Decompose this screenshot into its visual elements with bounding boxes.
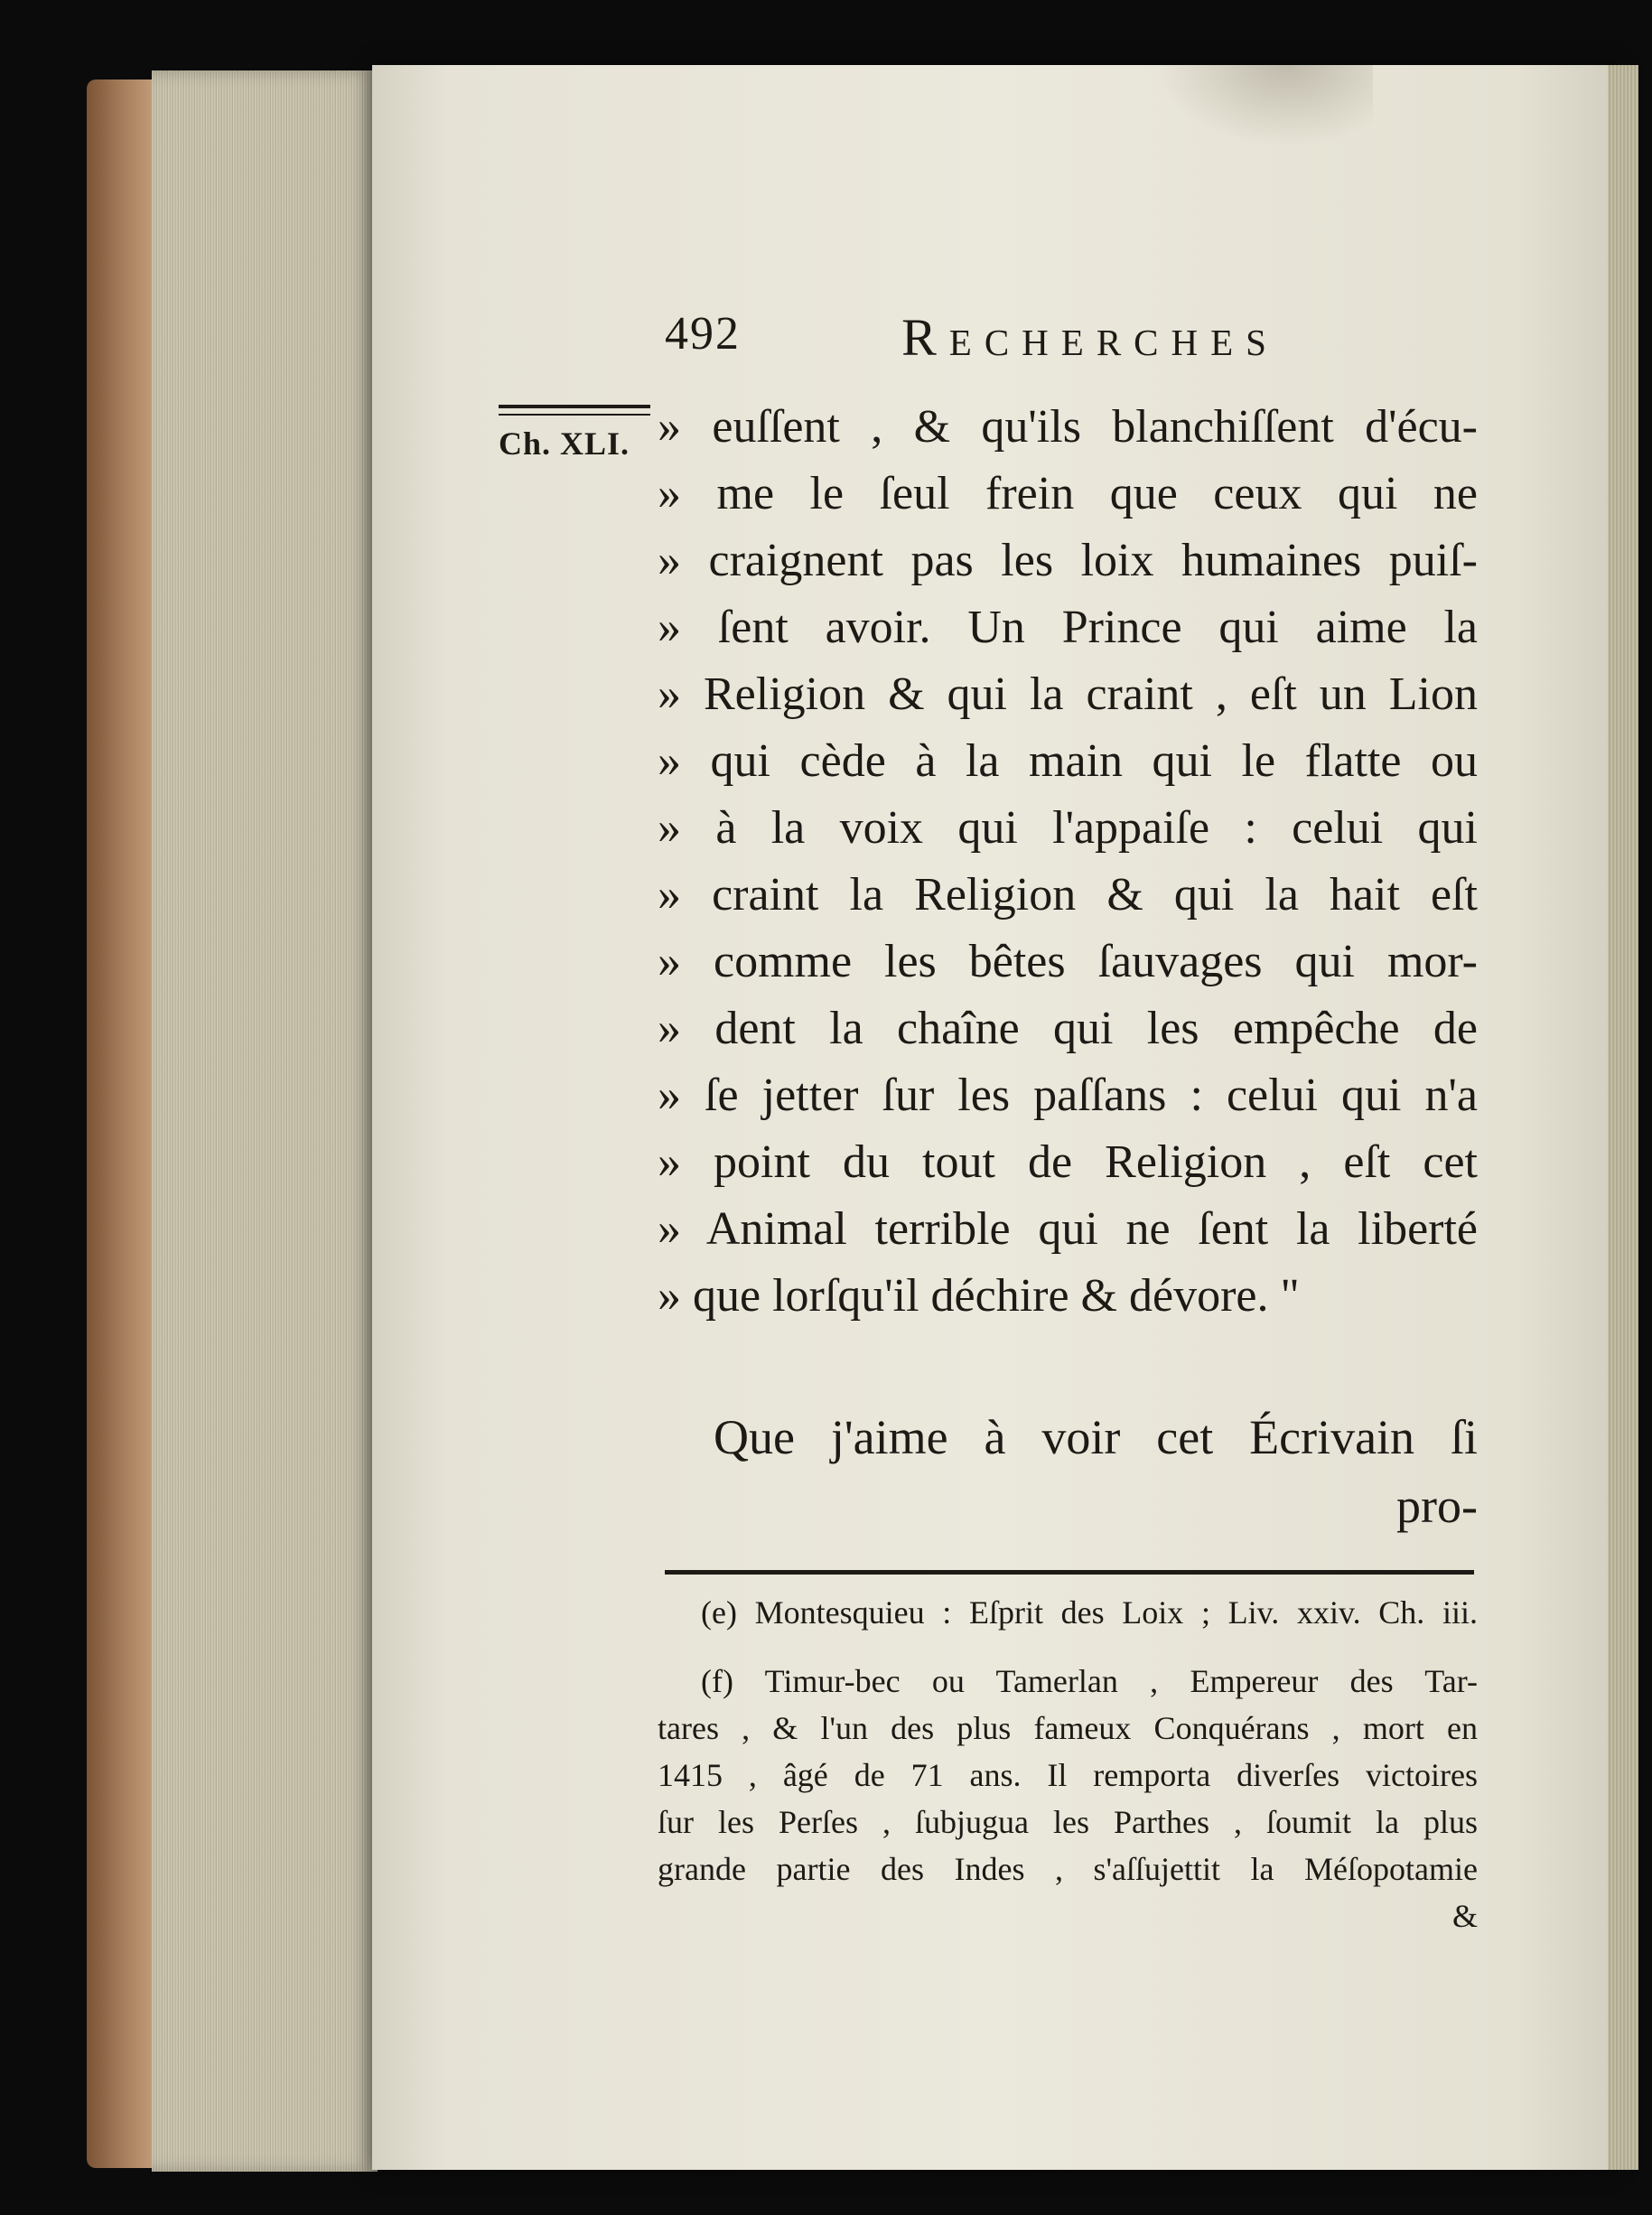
footnote-rule bbox=[665, 1570, 1474, 1575]
margin-note bbox=[499, 405, 650, 463]
footnote-f-line: ſur les Perſes , ſubjugua les Parthes , ſoumit la plus bbox=[658, 1804, 1478, 1840]
footnote-catchword: & bbox=[1451, 1898, 1478, 1934]
page-edges-right bbox=[1608, 65, 1638, 2170]
text-line: » me le ſeul frein que ceux qui ne bbox=[658, 468, 1478, 519]
page-edges-left bbox=[152, 70, 378, 2172]
text-line: » dent la chaîne qui les empêche de bbox=[658, 1003, 1478, 1054]
footnote-f-line: (f) Timur-bec ou Tamerlan , Empereur des Tar- bbox=[701, 1663, 1478, 1699]
running-head bbox=[665, 307, 1279, 368]
page-number: 492 bbox=[665, 308, 741, 360]
catchword: pro- bbox=[1396, 1479, 1478, 1533]
text-line: » Animal terrible qui ne ſent la liberté bbox=[658, 1203, 1478, 1255]
footnote-e: (e) Montesquieu : Eſprit des Loix ; Liv. xxiv. Ch. iii. bbox=[701, 1594, 1478, 1631]
text-line: » qui cède à la main qui le flatte ou bbox=[658, 735, 1478, 787]
text-line: » craint la Religion & qui la hait eſt bbox=[658, 869, 1478, 921]
text-line: » ſent avoir. Un Prince qui aime la bbox=[658, 602, 1478, 653]
page-crease bbox=[1156, 65, 1373, 146]
margin-rule bbox=[499, 405, 650, 408]
running-title: Recherches bbox=[901, 308, 1279, 367]
text-line: » comme les bêtes ſauvages qui mor- bbox=[658, 936, 1478, 987]
text-line: » ſe jetter ſur les paſſans : celui qui n'a bbox=[658, 1070, 1478, 1121]
text-line: » à la voix qui l'appaiſe : celui qui bbox=[658, 802, 1478, 854]
footnote-f-line: 1415 , âgé de 71 ans. Il remporta diverſes victoires bbox=[658, 1757, 1478, 1793]
margin-rule-thin bbox=[499, 414, 650, 416]
text-line: » que lorſqu'il déchire & dévore. " bbox=[658, 1270, 1300, 1322]
footnote-f-line: tares , & l'un des plus fameux Conquérans , mort en bbox=[658, 1710, 1478, 1746]
text-line: » euſſent , & qu'ils blanchiſſent d'écu- bbox=[658, 401, 1478, 453]
text-line: » point du tout de Religion , eſt cet bbox=[658, 1136, 1478, 1188]
paragraph-start: Que j'aime à voir cet Écrivain ſi bbox=[714, 1410, 1478, 1464]
text-line: » Religion & qui la craint , eſt un Lion bbox=[658, 668, 1478, 720]
footnote-f-line: grande partie des Indes , s'aſſujettit la Méſopotamie bbox=[658, 1851, 1478, 1887]
text-line: » craignent pas les loix humaines puiſ- bbox=[658, 535, 1478, 586]
margin-note-text: Ch. XLI. bbox=[499, 425, 630, 462]
